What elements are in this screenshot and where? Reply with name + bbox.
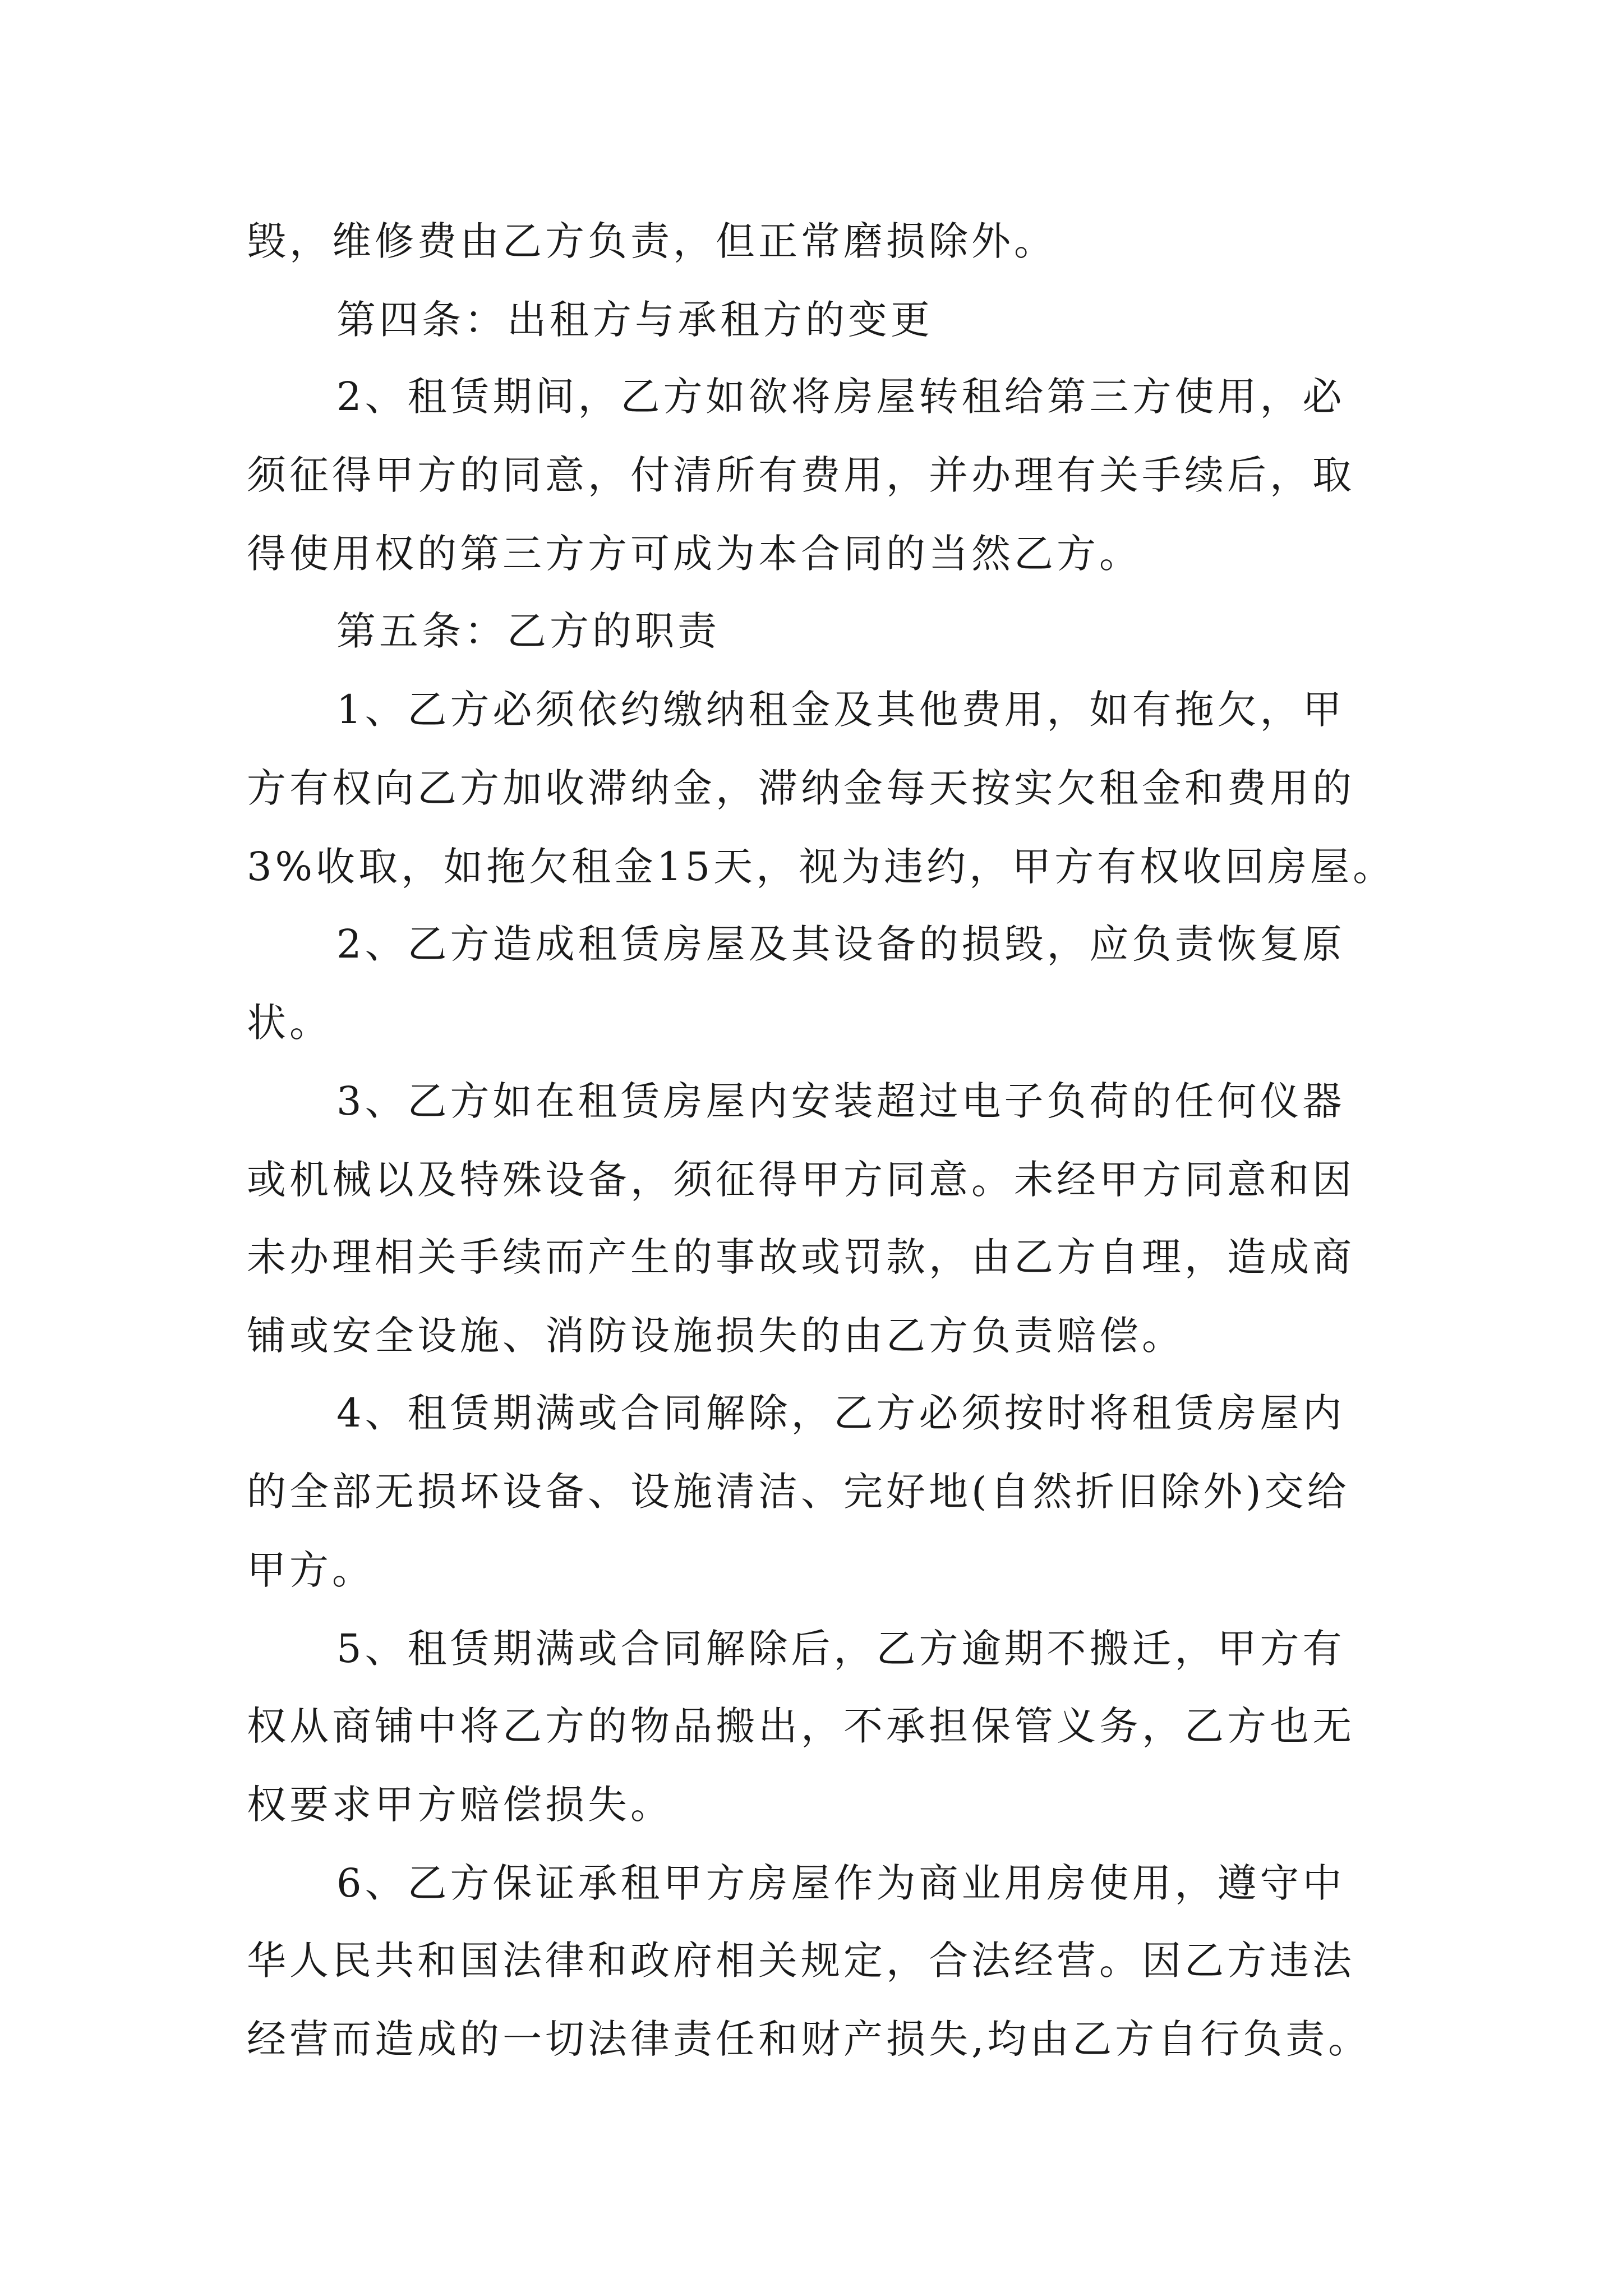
text-line-11: 状。 <box>247 1000 332 1046</box>
text-line-1: 毁，维修费由乙方负责，但正常磨损除外。 <box>247 218 1057 264</box>
text-line-3: 2、租赁期间，乙方如欲将房屋转租给第三方使用，必 <box>336 374 1345 420</box>
text-line-22: 6、乙方保证承租甲方房屋作为商业用房使用，遵守中 <box>336 1860 1345 1906</box>
text-line-5: 得使用权的第三方方可成为本合同的当然乙方。 <box>247 531 1142 577</box>
text-line-10: 2、乙方造成租赁房屋及其设备的损毁，应负责恢复原 <box>336 921 1345 967</box>
text-line-13: 或机械以及特殊设备，须征得甲方同意。未经甲方同意和因 <box>247 1157 1355 1203</box>
text-line-12: 3、乙方如在租赁房屋内安装超过电子负荷的任何仪器 <box>336 1078 1345 1124</box>
text-line-4: 须征得甲方的同意，付清所有费用，并办理有关手续后，取 <box>247 452 1355 498</box>
section-heading-5: 第五条：乙方的职责 <box>336 608 720 654</box>
text-line-14: 未办理相关手续而产生的事故或罚款，由乙方自理，造成商 <box>247 1234 1355 1280</box>
text-line-8: 方有权向乙方加收滞纳金，滞纳金每天按实欠租金和费用的 <box>247 765 1355 811</box>
text-line-16: 4、租赁期满或合同解除，乙方必须按时将租赁房屋内 <box>336 1390 1345 1436</box>
text-line-20: 权从商铺中将乙方的物品搬出，不承担保管义务，乙方也无 <box>247 1703 1355 1749</box>
text-line-23: 华人民共和国法律和政府相关规定，合法经营。因乙方违法 <box>247 1938 1355 1984</box>
text-line-21: 权要求甲方赔偿损失。 <box>247 1782 673 1828</box>
text-line-7: 1、乙方必须依约缴纳租金及其他费用，如有拖欠，甲 <box>336 687 1345 733</box>
section-heading-4: 第四条：出租方与承租方的变更 <box>336 297 933 343</box>
text-line-19: 5、租赁期满或合同解除后，乙方逾期不搬迁，甲方有 <box>336 1626 1345 1672</box>
text-line-15: 铺或安全设施、消防设施损失的由乙方负责赔偿。 <box>247 1313 1184 1359</box>
text-line-9: 3%收取，如拖欠租金15天，视为违约，甲方有权收回房屋。 <box>247 844 1396 890</box>
text-line-24: 经营而造成的一切法律责任和财产损失,均由乙方自行负责。 <box>247 2016 1371 2062</box>
text-line-18: 甲方。 <box>247 1547 375 1593</box>
text-line-17: 的全部无损坏设备、设施清洁、完好地(自然折旧除外)交给 <box>247 1469 1350 1515</box>
